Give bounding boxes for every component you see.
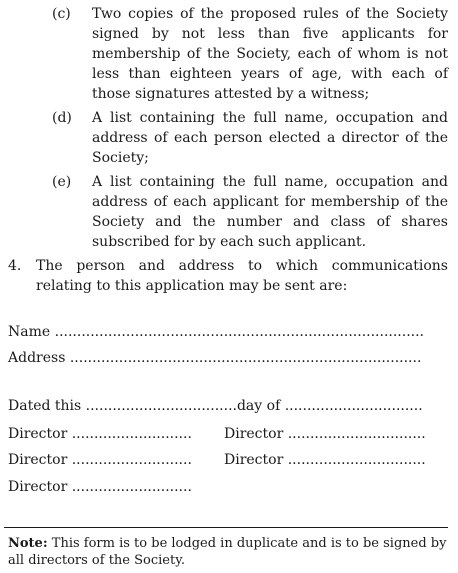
day-of-field[interactable]: ............................... bbox=[284, 398, 423, 414]
clause-d bbox=[52, 108, 448, 168]
note-label: Note: bbox=[8, 536, 48, 551]
paragraph-4-text: The person and address to which communications relating to this application may be sent are: bbox=[36, 258, 448, 294]
paragraph-4 bbox=[8, 256, 448, 296]
director-field[interactable]: ........................... bbox=[71, 426, 192, 442]
director-row-1-left bbox=[8, 424, 192, 444]
clause-c bbox=[52, 4, 448, 104]
director-label: Director bbox=[8, 452, 68, 468]
day-of-label: day of bbox=[236, 398, 281, 414]
note-text: This form is to be lodged in duplicate and is to be signed by all directors of the Society. bbox=[8, 536, 447, 568]
clause-c-label: (c) bbox=[52, 6, 71, 22]
name-line bbox=[8, 322, 424, 342]
director-field[interactable]: ........................... bbox=[71, 479, 192, 495]
name-field[interactable]: ................................................................................... bbox=[54, 324, 424, 340]
director-label: Director bbox=[224, 452, 284, 468]
director-row-1-right bbox=[224, 424, 426, 444]
clause-e-label: (e) bbox=[52, 174, 72, 190]
director-field[interactable]: ........................... bbox=[71, 452, 192, 468]
address-line bbox=[8, 348, 421, 368]
director-label: Director bbox=[224, 426, 284, 442]
director-row-2-right bbox=[224, 450, 426, 470]
name-label: Name bbox=[8, 324, 51, 340]
clause-e bbox=[52, 172, 448, 252]
address-label: Address bbox=[8, 350, 66, 366]
director-row-2-left bbox=[8, 450, 192, 470]
director-label: Director bbox=[8, 479, 68, 495]
address-field[interactable]: ............................................................................... bbox=[69, 350, 422, 366]
paragraph-4-label: 4. bbox=[8, 258, 22, 274]
dated-line bbox=[8, 396, 423, 416]
director-field[interactable]: ............................... bbox=[287, 426, 426, 442]
director-field[interactable]: ............................... bbox=[287, 452, 426, 468]
clause-d-text: A list containing the full name, occupation and address of each person elected a director of the Society; bbox=[92, 110, 448, 166]
divider-rule bbox=[4, 527, 448, 528]
clause-d-label: (d) bbox=[52, 110, 72, 126]
dated-label: Dated this bbox=[8, 398, 82, 414]
clause-c-text: Two copies of the proposed rules of the Society signed by not less than five applicants for membership of the Society, each of whom is not less than eighteen years of age, with each of those signatures attested by a witness; bbox=[92, 6, 448, 102]
director-label: Director bbox=[8, 426, 68, 442]
clause-e-text: A list containing the full name, occupation and address of each applicant for membership of the Society and the number and class of shares subscribed for by each such applicant. bbox=[92, 174, 448, 250]
dated-field[interactable]: .................................. bbox=[85, 398, 237, 414]
footnote bbox=[8, 535, 448, 569]
director-row-3-left bbox=[8, 477, 192, 497]
